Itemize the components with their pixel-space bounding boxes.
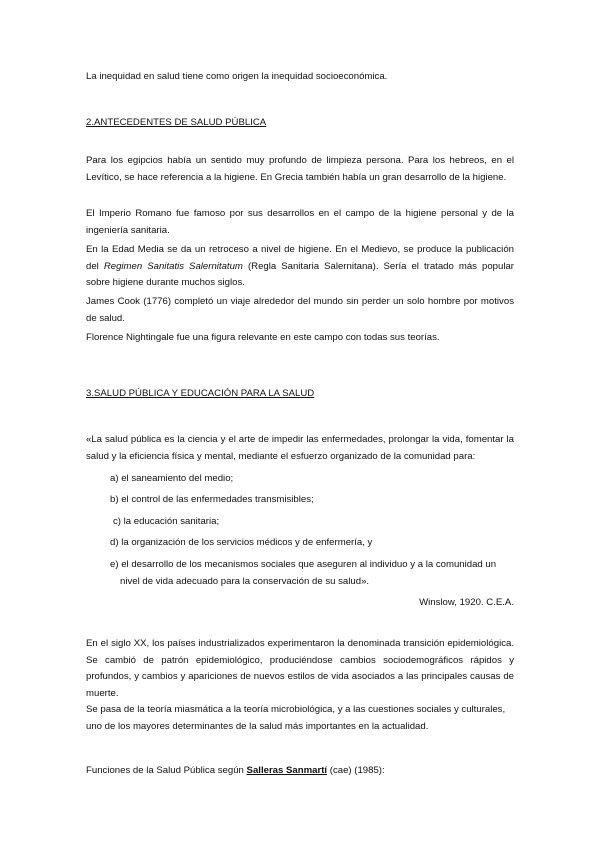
author-name: Salleras Sanmartí <box>246 765 328 776</box>
citation: Winslow, 1920. C.E.A. <box>419 597 514 608</box>
list-item-e: e) el desarrollo de los mecanismos sociales que aseguren al individuo y a la comunidad un nivel de vida adecuado para la conservación de su salud». <box>110 559 497 587</box>
quote-paragraph: «La salud pública es la ciencia y el arte de impedir las enfermedades, prolongar la vida, fomentar la salud y la eficiencia física y mental, mediante el esfuerzo organizado de la comunidad para: <box>86 434 514 462</box>
funciones-text-1: Funciones de la Salud Pública según <box>86 765 247 776</box>
paragraph-imperio-romano: El Imperio Romano fue famoso por sus desarrollos en el campo de la higiene personal y de la ingeniería sanitaria. <box>86 208 514 236</box>
list-item-a: a) el saneamiento del medio; <box>110 473 234 484</box>
regimen-title: Regimen Sanitatis Salernitatum <box>103 260 243 272</box>
edad-media-text-1: En la Edad Media se da un retroceso a nivel de higiene. En el Medievo, se produce la publicación del <box>86 244 514 272</box>
list-item-d: d) la organización de los servicios médicos y de enfermería, y <box>110 537 373 548</box>
list-item-c: c) la educación sanitaria; <box>113 516 220 527</box>
funciones-text-2: (cae) (1985): <box>327 765 385 776</box>
paragraph-funciones <box>86 763 514 780</box>
edad-media-text-2: (Regla Sanitaria Salernitana). Sería el tratado más popular sobre higiene durante muchos siglos. <box>86 260 514 288</box>
paragraph-edad-media <box>86 242 514 292</box>
list-item-b: b) el control de las enfermedades transmisibles; <box>110 494 314 505</box>
paragraph-james-cook: James Cook (1776) completó un viaje alrededor del mundo sin perder un solo hombre por motivos de salud. <box>86 296 514 324</box>
intro-paragraph: La inequidad en salud tiene como origen la inequidad socioeconómica. <box>86 71 388 82</box>
section-heading-antecedentes: 2.ANTECEDENTES DE SALUD PÚBLICA <box>86 117 267 128</box>
paragraph-nightingale: Florence Nightingale fue una figura relevante en este campo con todas sus teorías. <box>86 332 440 343</box>
paragraph-egipcios: Para los egipcios había un sentido muy profundo de limpieza persona. Para los hebreos, en el Levítico, se hace referencia a la higiene. En Grecia también había un gran desarrollo de la higiene. <box>86 155 514 183</box>
section-heading-educacion: 3.SALUD PÚBLICA Y EDUCACIÓN PARA LA SALUD <box>86 388 315 399</box>
paragraph-teoria: Se pasa de la teoría miasmática a la teoría microbiológica, y a las cuestiones sociales y culturales, uno de los mayores determinantes de la salud más importantes en la actualidad. <box>86 704 506 732</box>
paragraph-siglo-xx: En el siglo XX, los países industrializados experimentaron la denominada transición epidemiológica. Se cambió de patrón epidemiológico, produciéndose cambios sociodemográficos rápidos y profundos, y cambios y apariciones de nuevos estilos de vida asociados a las principales causas de muerte. <box>86 638 514 699</box>
